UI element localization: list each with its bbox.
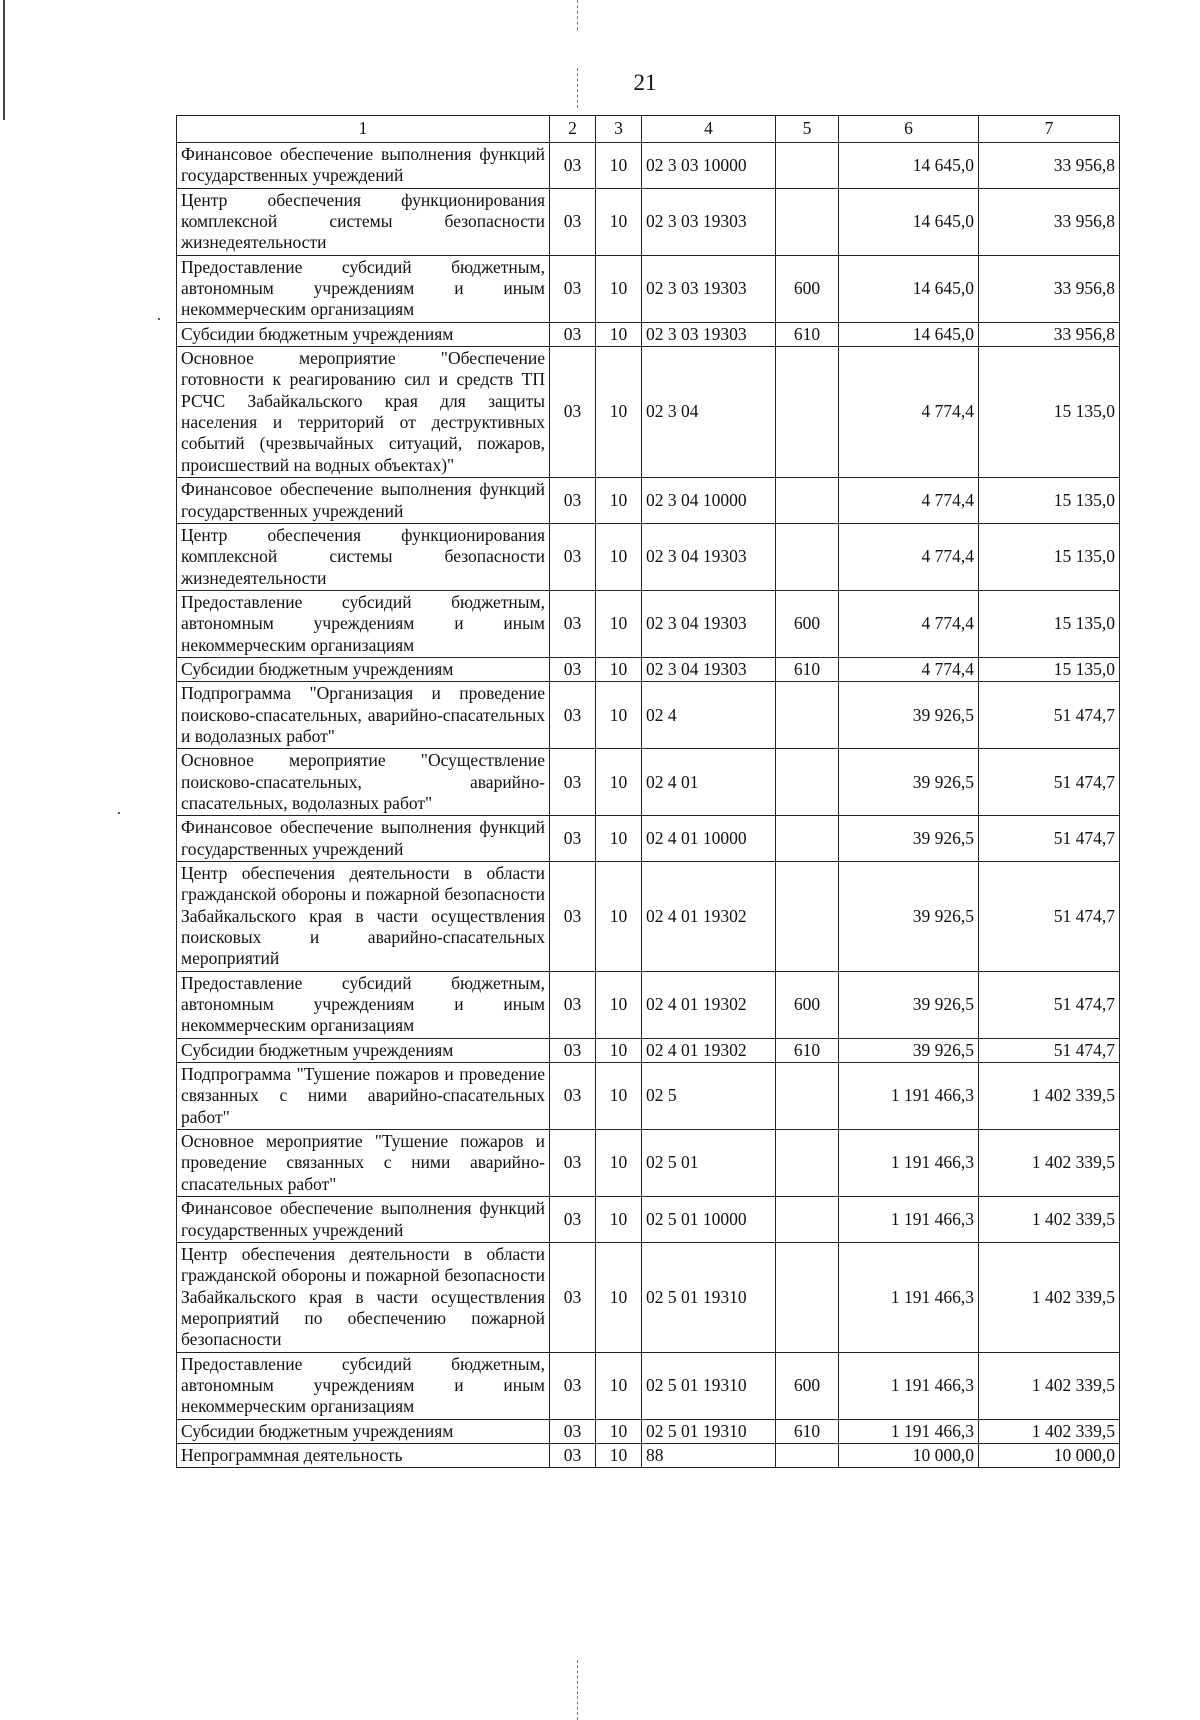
row-expense-type: [776, 749, 839, 816]
row-subsection: 10: [596, 478, 642, 524]
row-amount-col7: 1 402 339,5: [979, 1419, 1120, 1443]
row-section: 03: [550, 682, 596, 749]
row-section: 03: [550, 1130, 596, 1197]
row-section: 03: [550, 1242, 596, 1352]
row-section: 03: [550, 1419, 596, 1443]
table-row: [177, 523, 1120, 590]
row-amount-col7: 1 402 339,5: [979, 1242, 1120, 1352]
row-amount-col6: 4 774,4: [839, 347, 979, 478]
row-section: 03: [550, 188, 596, 255]
row-name: Основное мероприятие "Осуществление поисково-спасательных, аварийно-спасательных, водолазных работ": [177, 749, 550, 816]
row-subsection: 10: [596, 1197, 642, 1243]
table-row: [177, 749, 1120, 816]
row-name: Финансовое обеспечение выполнения функций государственных учреждений: [177, 143, 550, 189]
row-target-code: 02 4 01 10000: [642, 816, 776, 862]
row-subsection: 10: [596, 1063, 642, 1130]
row-amount-col6: 1 191 466,3: [839, 1242, 979, 1352]
row-subsection: 10: [596, 1352, 642, 1419]
scan-fold-line-top: [577, 0, 578, 30]
row-subsection: 10: [596, 523, 642, 590]
row-expense-type: [776, 1130, 839, 1197]
row-section: 03: [550, 143, 596, 189]
row-name: Центр обеспечения деятельности в области гражданской обороны и пожарной безопасности Забайкальского края в части осуществления поисковых и аварийно-спасательных мероприятий: [177, 862, 550, 972]
row-name: Центр обеспечения функционирования комплексной системы безопасности жизнедеятельности: [177, 523, 550, 590]
row-amount-col6: 4 774,4: [839, 590, 979, 657]
table-row: [177, 143, 1120, 189]
row-subsection: 10: [596, 1419, 642, 1443]
table-row: [177, 1063, 1120, 1130]
row-expense-type: 610: [776, 1038, 839, 1062]
row-section: 03: [550, 816, 596, 862]
table-row: [177, 971, 1120, 1038]
row-amount-col7: 51 474,7: [979, 1038, 1120, 1062]
header-col-3: 3: [596, 116, 642, 143]
row-name: Финансовое обеспечение выполнения функций государственных учреждений: [177, 816, 550, 862]
row-expense-type: [776, 143, 839, 189]
row-section: 03: [550, 322, 596, 346]
row-expense-type: 600: [776, 1352, 839, 1419]
row-amount-col6: 39 926,5: [839, 1038, 979, 1062]
row-target-code: 02 5 01 19310: [642, 1352, 776, 1419]
table-row: [177, 255, 1120, 322]
row-name: Центр обеспечения деятельности в области гражданской обороны и пожарной безопасности Забайкальского края в части осуществления мероприятий по обеспечению пожарной безопасности: [177, 1242, 550, 1352]
row-name: Предоставление субсидий бюджетным, автономным учреждениям и иным некоммерческим организациям: [177, 590, 550, 657]
row-section: 03: [550, 1443, 596, 1467]
row-subsection: 10: [596, 749, 642, 816]
row-amount-col7: 33 956,8: [979, 255, 1120, 322]
table-row: [177, 590, 1120, 657]
row-subsection: 10: [596, 971, 642, 1038]
row-expense-type: [776, 478, 839, 524]
row-amount-col7: 1 402 339,5: [979, 1197, 1120, 1243]
row-amount-col6: 4 774,4: [839, 523, 979, 590]
row-amount-col6: 39 926,5: [839, 862, 979, 972]
row-expense-type: 600: [776, 971, 839, 1038]
row-target-code: 02 3 03 19303: [642, 255, 776, 322]
header-col-4: 4: [642, 116, 776, 143]
row-amount-col6: 39 926,5: [839, 816, 979, 862]
row-expense-type: [776, 816, 839, 862]
table-row: [177, 1038, 1120, 1062]
row-expense-type: 600: [776, 255, 839, 322]
row-section: 03: [550, 1197, 596, 1243]
row-amount-col7: 15 135,0: [979, 478, 1120, 524]
row-name: Основное мероприятие "Тушение пожаров и проведение связанных с ними аварийно-спасательных работ": [177, 1130, 550, 1197]
scan-fold-line-bottom: [577, 1660, 578, 1720]
row-amount-col7: 33 956,8: [979, 322, 1120, 346]
scan-speck: [118, 812, 120, 814]
row-amount-col7: 33 956,8: [979, 143, 1120, 189]
row-name: Субсидии бюджетным учреждениям: [177, 1038, 550, 1062]
row-expense-type: 610: [776, 1419, 839, 1443]
header-col-2: 2: [550, 116, 596, 143]
row-target-code: 02 5 01 19310: [642, 1419, 776, 1443]
row-target-code: 02 3 03 19303: [642, 188, 776, 255]
row-target-code: 02 5 01: [642, 1130, 776, 1197]
row-amount-col6: 4 774,4: [839, 478, 979, 524]
row-amount-col6: 39 926,5: [839, 749, 979, 816]
row-subsection: 10: [596, 657, 642, 681]
row-amount-col7: 15 135,0: [979, 657, 1120, 681]
row-subsection: 10: [596, 1443, 642, 1467]
row-name: Подпрограмма "Тушение пожаров и проведение связанных с ними аварийно-спасательных работ": [177, 1063, 550, 1130]
row-target-code: 02 5: [642, 1063, 776, 1130]
row-subsection: 10: [596, 143, 642, 189]
row-subsection: 10: [596, 1130, 642, 1197]
row-amount-col6: 10 000,0: [839, 1443, 979, 1467]
table-row: [177, 188, 1120, 255]
row-target-code: 88: [642, 1443, 776, 1467]
row-target-code: 02 3 03 19303: [642, 322, 776, 346]
row-target-code: 02 3 03 10000: [642, 143, 776, 189]
row-amount-col7: 1 402 339,5: [979, 1352, 1120, 1419]
row-section: 03: [550, 347, 596, 478]
row-target-code: 02 3 04 19303: [642, 657, 776, 681]
scan-edge-line-left: [3, 0, 5, 120]
row-amount-col6: 1 191 466,3: [839, 1197, 979, 1243]
row-target-code: 02 3 04 19303: [642, 523, 776, 590]
budget-table: [176, 115, 1120, 1468]
row-name: Предоставление субсидий бюджетным, автономным учреждениям и иным некоммерческим организациям: [177, 255, 550, 322]
header-col-7: 7: [979, 116, 1120, 143]
row-name: Финансовое обеспечение выполнения функций государственных учреждений: [177, 1197, 550, 1243]
row-expense-type: 610: [776, 657, 839, 681]
row-name: Финансовое обеспечение выполнения функций государственных учреждений: [177, 478, 550, 524]
row-expense-type: [776, 1242, 839, 1352]
row-expense-type: [776, 347, 839, 478]
row-amount-col6: 39 926,5: [839, 971, 979, 1038]
table-body: [177, 143, 1120, 1468]
header-col-1: 1: [177, 116, 550, 143]
row-amount-col7: 1 402 339,5: [979, 1063, 1120, 1130]
row-target-code: 02 3 04 19303: [642, 590, 776, 657]
row-amount-col7: 51 474,7: [979, 971, 1120, 1038]
row-name: Предоставление субсидий бюджетным, автономным учреждениям и иным некоммерческим организациям: [177, 1352, 550, 1419]
row-section: 03: [550, 478, 596, 524]
row-subsection: 10: [596, 682, 642, 749]
row-amount-col7: 51 474,7: [979, 682, 1120, 749]
row-expense-type: [776, 1063, 839, 1130]
table-row: [177, 478, 1120, 524]
table-row: [177, 1419, 1120, 1443]
table-row: [177, 1443, 1120, 1467]
table-row: [177, 1242, 1120, 1352]
row-target-code: 02 4 01: [642, 749, 776, 816]
row-amount-col6: 4 774,4: [839, 657, 979, 681]
row-section: 03: [550, 1038, 596, 1062]
row-amount-col6: 14 645,0: [839, 322, 979, 346]
table-row: [177, 347, 1120, 478]
row-subsection: 10: [596, 816, 642, 862]
row-section: 03: [550, 657, 596, 681]
row-amount-col7: 51 474,7: [979, 749, 1120, 816]
row-subsection: 10: [596, 188, 642, 255]
row-section: 03: [550, 590, 596, 657]
row-target-code: 02 5 01 10000: [642, 1197, 776, 1243]
row-target-code: 02 4: [642, 682, 776, 749]
row-subsection: 10: [596, 255, 642, 322]
row-name: Подпрограмма "Организация и проведение поисково-спасательных, аварийно-спасательных и водолазных работ": [177, 682, 550, 749]
row-subsection: 10: [596, 1242, 642, 1352]
row-section: 03: [550, 1352, 596, 1419]
row-amount-col6: 14 645,0: [839, 188, 979, 255]
row-expense-type: [776, 523, 839, 590]
row-name: Субсидии бюджетным учреждениям: [177, 1419, 550, 1443]
row-name: Основное мероприятие "Обеспечение готовности к реагированию сил и средств ТП РСЧС Забайкальского края для защиты населения и территорий от деструктивных событий (чрезвычайных ситуаций, пожаров, происшествий на водных объектах)": [177, 347, 550, 478]
row-name: Субсидии бюджетным учреждениям: [177, 657, 550, 681]
row-subsection: 10: [596, 862, 642, 972]
row-amount-col7: 15 135,0: [979, 590, 1120, 657]
row-amount-col7: 15 135,0: [979, 347, 1120, 478]
row-expense-type: 600: [776, 590, 839, 657]
table-row: [177, 862, 1120, 972]
table-row: [177, 657, 1120, 681]
row-expense-type: 610: [776, 322, 839, 346]
row-subsection: 10: [596, 590, 642, 657]
row-amount-col7: 51 474,7: [979, 862, 1120, 972]
row-amount-col6: 1 191 466,3: [839, 1130, 979, 1197]
row-subsection: 10: [596, 322, 642, 346]
row-expense-type: [776, 188, 839, 255]
row-expense-type: [776, 862, 839, 972]
row-name: Центр обеспечения функционирования комплексной системы безопасности жизнедеятельности: [177, 188, 550, 255]
row-amount-col7: 33 956,8: [979, 188, 1120, 255]
row-target-code: 02 4 01 19302: [642, 971, 776, 1038]
table-row: [177, 1130, 1120, 1197]
page-number: 21: [633, 70, 657, 95]
row-target-code: 02 4 01 19302: [642, 862, 776, 972]
row-amount-col6: 1 191 466,3: [839, 1063, 979, 1130]
row-name: Предоставление субсидий бюджетным, автономным учреждениям и иным некоммерческим организациям: [177, 971, 550, 1038]
row-subsection: 10: [596, 347, 642, 478]
row-amount-col6: 14 645,0: [839, 255, 979, 322]
table-row: [177, 1352, 1120, 1419]
header-col-5: 5: [776, 116, 839, 143]
row-section: 03: [550, 1063, 596, 1130]
table-row: [177, 322, 1120, 346]
row-section: 03: [550, 862, 596, 972]
row-amount-col6: 1 191 466,3: [839, 1419, 979, 1443]
scan-speck: [158, 318, 160, 320]
row-name: Непрограммная деятельность: [177, 1443, 550, 1467]
row-name: Субсидии бюджетным учреждениям: [177, 322, 550, 346]
row-expense-type: [776, 1197, 839, 1243]
row-section: 03: [550, 749, 596, 816]
row-section: 03: [550, 523, 596, 590]
row-amount-col6: 39 926,5: [839, 682, 979, 749]
header-col-6: 6: [839, 116, 979, 143]
row-target-code: 02 4 01 19302: [642, 1038, 776, 1062]
row-amount-col7: 1 402 339,5: [979, 1130, 1120, 1197]
row-subsection: 10: [596, 1038, 642, 1062]
row-target-code: 02 5 01 19310: [642, 1242, 776, 1352]
row-amount-col7: 51 474,7: [979, 816, 1120, 862]
row-section: 03: [550, 971, 596, 1038]
row-amount-col7: 10 000,0: [979, 1443, 1120, 1467]
row-expense-type: [776, 682, 839, 749]
table-row: [177, 816, 1120, 862]
row-amount-col6: 1 191 466,3: [839, 1352, 979, 1419]
header-row: [177, 116, 1120, 143]
row-amount-col6: 14 645,0: [839, 143, 979, 189]
row-section: 03: [550, 255, 596, 322]
row-target-code: 02 3 04 10000: [642, 478, 776, 524]
row-expense-type: [776, 1443, 839, 1467]
row-amount-col7: 15 135,0: [979, 523, 1120, 590]
table-row: [177, 682, 1120, 749]
row-target-code: 02 3 04: [642, 347, 776, 478]
table-row: [177, 1197, 1120, 1243]
